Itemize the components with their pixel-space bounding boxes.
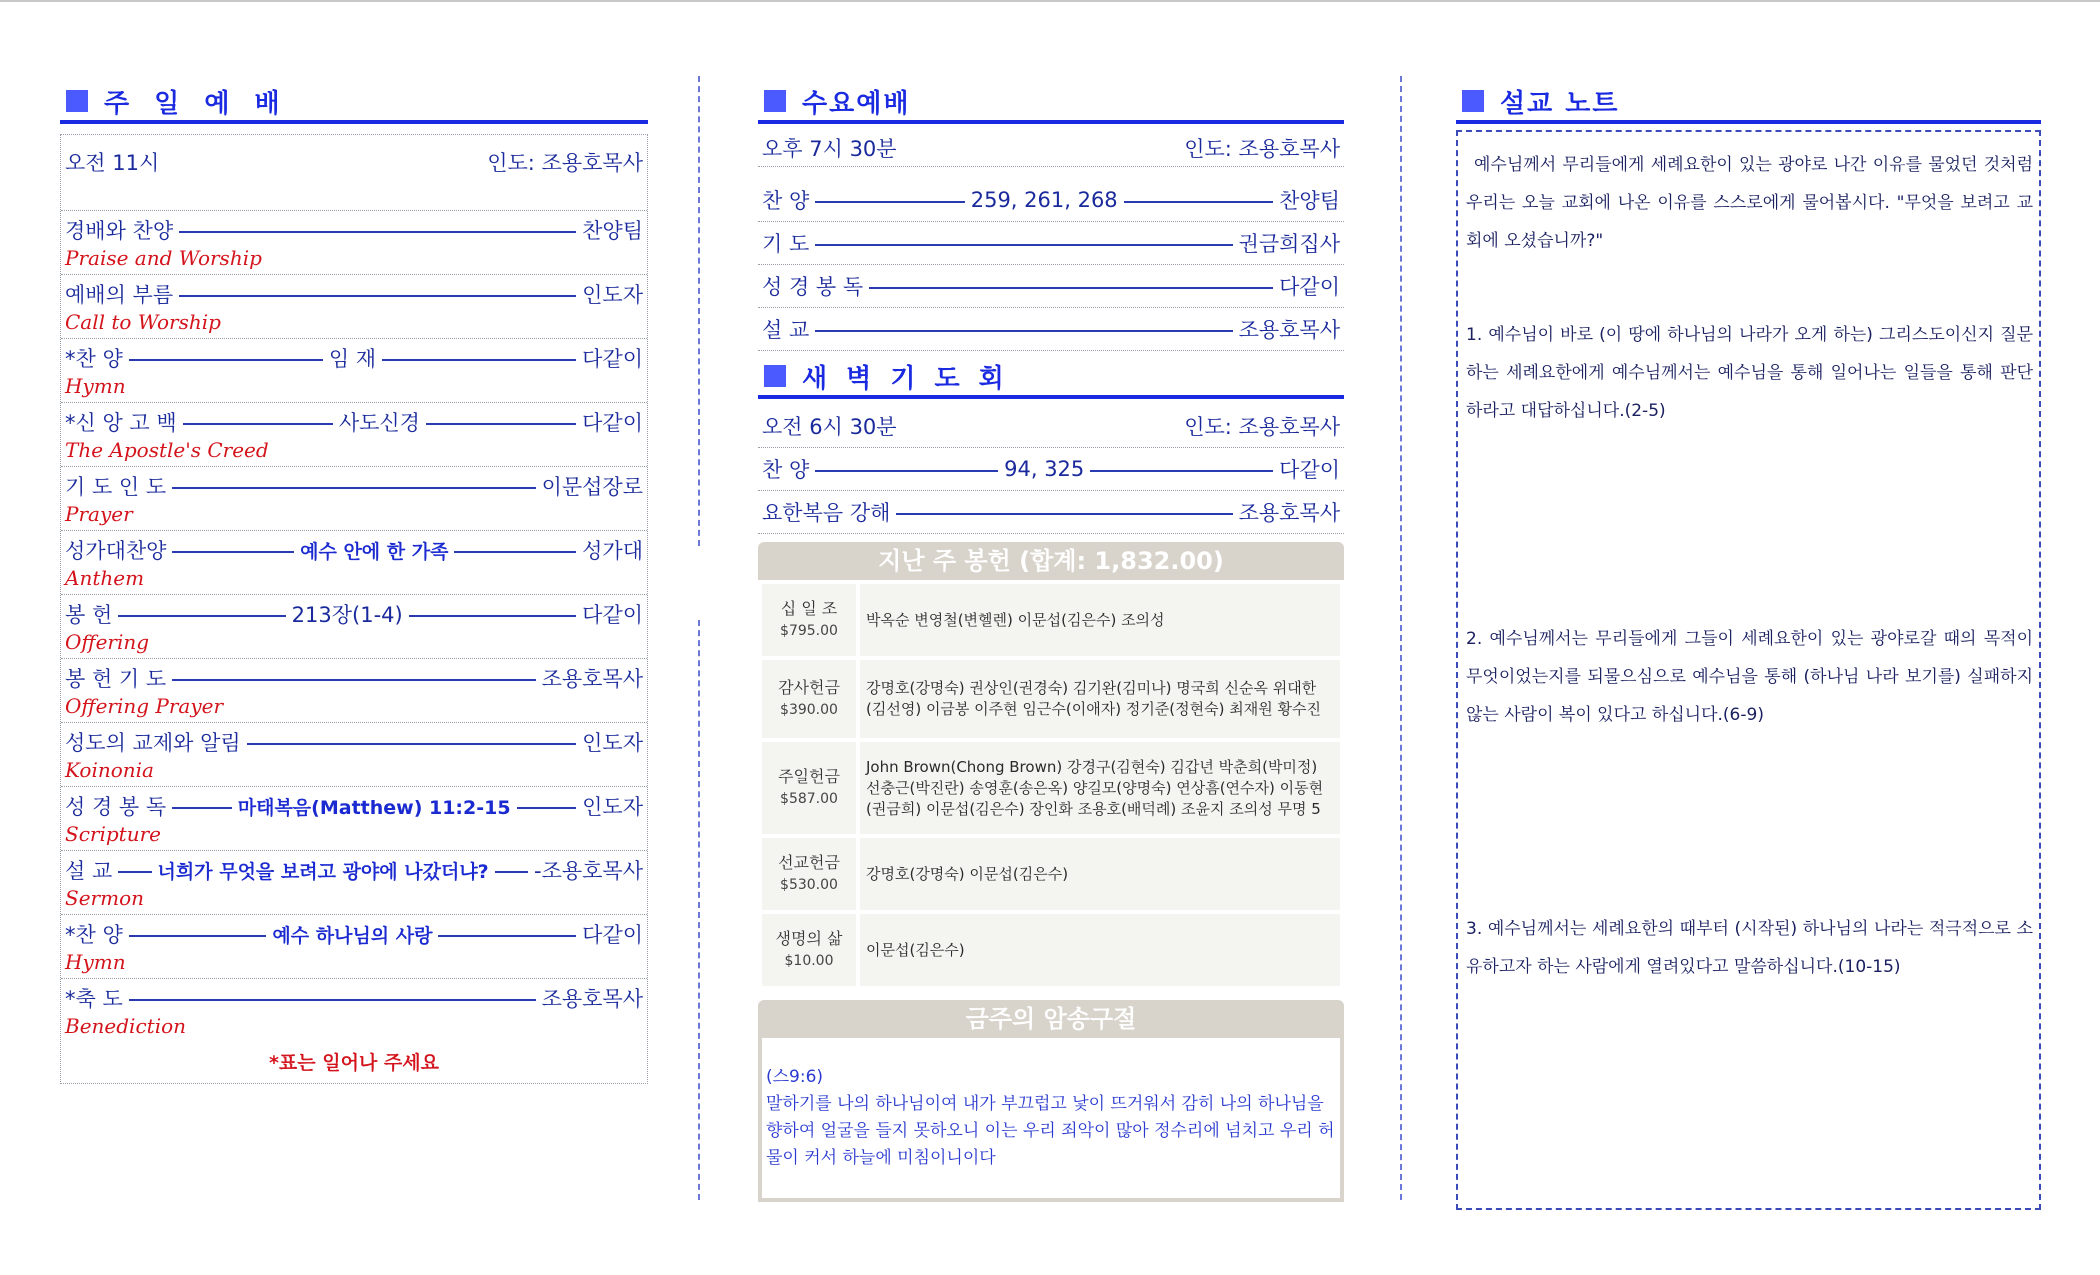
leader-dash-line	[179, 295, 576, 297]
sunday-item-name: 기 도 인 도	[65, 475, 167, 499]
dawn-item-name: 요한복음 강해	[762, 501, 891, 525]
square-bullet-icon	[764, 90, 786, 112]
offering-amount: $530.00	[780, 877, 838, 893]
sunday-item-name: *신 앙 고 백	[65, 411, 177, 435]
sunday-item-detail: 마태복음(Matthew) 11:2-15	[237, 796, 511, 819]
wednesday-item-row	[758, 308, 1344, 351]
dawn-item-row	[758, 448, 1344, 491]
leader-dash-line	[815, 330, 1232, 332]
leader-dash-line	[815, 244, 1232, 246]
wednesday-item-name: 찬 양	[762, 189, 810, 213]
sunday-item-row	[61, 467, 647, 531]
sunday-item-person: -조용호목사	[534, 859, 644, 883]
sunday-item-person: 성가대	[582, 539, 643, 563]
sunday-item-english: Praise and Worship	[65, 246, 262, 270]
sunday-time: 오전 11시	[65, 151, 160, 175]
sunday-item-person: 찬양팀	[582, 219, 643, 243]
wednesday-time-row	[758, 130, 1344, 167]
sunday-item-name: 성가대찬양	[65, 539, 167, 563]
dawn-time: 오전 6시 30분	[762, 415, 897, 439]
offering-section	[758, 542, 1344, 990]
wednesday-item-person: 조용호목사	[1238, 318, 1340, 342]
sunday-item-name: 설 교	[65, 859, 113, 883]
dawn-title: 새 벽 기 도 회	[802, 363, 1009, 394]
offering-row	[762, 660, 1340, 738]
offering-names: 강명호(강명숙) 권상인(권경숙) 김기완(김미나) 명국희 신순옥 위대한(김선영) 이금봉 이주현 임근수(이애자) 정기준(정현숙) 최재원 황수진	[860, 660, 1340, 738]
leader-dash-line	[118, 615, 285, 617]
square-bullet-icon	[764, 365, 786, 387]
dawn-item-name: 찬 양	[762, 458, 810, 482]
sermon-point-1: 1. 예수님이 바로 (이 땅에 하나님의 나라가 오게 하는) 그리스도이신지 질문하는 세례요한에게 예수님께서는 예수님을 통해 일어나는 일들을 통해 판단하라고 대답하십니다.(2-5)	[1466, 325, 2033, 421]
offering-table	[758, 580, 1344, 990]
offering-amount: $390.00	[780, 702, 838, 718]
sunday-item-english: The Apostle's Creed	[65, 438, 269, 462]
offering-category-name: 생명의 삶	[775, 929, 843, 948]
sermon-note-header	[1456, 82, 2041, 124]
leader-dash-line	[129, 999, 536, 1001]
sunday-item-person: 다같이	[582, 603, 644, 627]
sunday-item-row	[61, 979, 647, 1043]
sunday-item-english: Call to Worship	[65, 310, 221, 334]
leader-dash-line	[1090, 470, 1273, 472]
column-divider-1	[698, 76, 700, 546]
offering-category-name: 선교헌금	[778, 853, 840, 872]
sunday-item-detail: 사도신경	[338, 411, 420, 435]
wednesday-item-name: 기 도	[762, 232, 810, 256]
sunday-order	[60, 134, 648, 1084]
offering-row	[762, 914, 1340, 986]
sunday-item-row	[61, 851, 647, 915]
wednesday-item-row	[758, 222, 1344, 265]
sunday-item-row	[61, 659, 647, 723]
memory-ref: (스9:6)	[766, 1067, 824, 1087]
dawn-item-detail: 94, 325	[1004, 457, 1085, 481]
sunday-item-person: 조용호목사	[541, 667, 643, 691]
dawn-order	[758, 405, 1344, 534]
leader-dash-line	[129, 935, 267, 937]
leader-dash-line	[438, 935, 576, 937]
sunday-item-line	[65, 727, 643, 757]
sunday-title: 주 일 예 배	[104, 88, 288, 119]
sermon-note-title: 설교 노트	[1500, 88, 1620, 119]
sunday-item-person: 이문섭장로	[541, 475, 643, 499]
sunday-item-name: *축 도	[65, 987, 123, 1011]
top-border	[0, 0, 2100, 2]
sunday-item-person: 인도자	[582, 283, 643, 307]
offering-amount: $587.00	[780, 791, 838, 807]
dawn-time-row	[758, 405, 1344, 448]
offering-row	[762, 584, 1340, 656]
leader-dash-line	[426, 423, 576, 425]
sunday-item-row	[61, 915, 647, 979]
sunday-item-detail: 예수 하나님의 사랑	[272, 924, 433, 947]
sunday-item-line	[65, 855, 643, 885]
sunday-item-line	[65, 471, 643, 501]
dawn-item-person: 다같이	[1279, 458, 1341, 482]
sunday-item-english: Offering	[65, 630, 150, 654]
offering-category	[762, 584, 856, 656]
memory-text: 말하기를 나의 하나님이여 내가 부끄럽고 낯이 뜨거워서 감히 나의 하나님을 향하여 얼굴을 들지 못하오니 이는 우리 죄악이 많아 정수리에 넘치고 우리 허물이 커서 하늘에 미침이니이다	[766, 1094, 1335, 1168]
sermon-intro: 예수님께서 무리들에게 세례요한이 있는 광야로 나간 이유를 물었던 것처럼 우리는 오늘 교회에 나온 이유를 스스로에게 물어봅시다. "무엇을 보려고 교회에 오셨습니까?"	[1466, 155, 2033, 251]
wednesday-item-name: 설 교	[762, 318, 810, 342]
sunday-item-english: Benediction	[65, 1014, 187, 1038]
dawn-leader: 인도: 조용호목사	[1184, 415, 1340, 439]
wednesday-time: 오후 7시 30분	[762, 137, 897, 161]
sunday-item-row	[61, 787, 647, 851]
dawn-item-person: 조용호목사	[1238, 501, 1340, 525]
sunday-item-english: Hymn	[65, 374, 126, 398]
sunday-item-english: Scripture	[65, 822, 161, 846]
sunday-item-english: Sermon	[65, 886, 144, 910]
sunday-item-line	[65, 343, 643, 373]
wednesday-header	[758, 82, 1344, 124]
sunday-item-line	[65, 919, 643, 949]
memory-title: 금주의 암송구절	[758, 1000, 1344, 1038]
sunday-item-english: Offering Prayer	[65, 694, 224, 718]
column-divider-1b	[698, 620, 700, 1200]
offering-names: 이문섭(김은수)	[860, 914, 1340, 986]
offering-names: 박옥순 변영철(변헬렌) 이문섭(김은수) 조의성	[860, 584, 1340, 656]
sunday-item-line	[65, 663, 643, 693]
offering-category	[762, 660, 856, 738]
sunday-item-detail: 너희가 무엇을 보려고 광야에 나갔더냐?	[157, 860, 489, 883]
sunday-item-name: 봉 헌 기 도	[65, 667, 167, 691]
offering-amount: $10.00	[784, 953, 834, 969]
sunday-item-person: 다같이	[582, 347, 644, 371]
sunday-item-row	[61, 723, 647, 787]
leader-dash-line	[896, 513, 1232, 515]
leader-dash-line	[815, 470, 998, 472]
offering-category-name: 주일헌금	[778, 767, 840, 786]
leader-dash-line	[179, 231, 576, 233]
sunday-item-name: 예배의 부름	[65, 283, 174, 307]
leader-dash-line	[517, 807, 577, 809]
sunday-item-detail: 예수 안에 한 가족	[300, 540, 449, 563]
sunday-item-detail: 213장(1-4)	[291, 603, 403, 627]
wednesday-item-row	[758, 265, 1344, 308]
offering-category	[762, 742, 856, 834]
sunday-worship-column	[60, 82, 648, 1084]
sunday-item-name: 봉 헌	[65, 603, 113, 627]
leader-dash-line	[118, 871, 151, 873]
leader-dash-line	[172, 679, 535, 681]
sunday-item-row	[61, 211, 647, 275]
sunday-item-name: 경배와 찬양	[65, 219, 174, 243]
sunday-item-english: Prayer	[65, 502, 133, 526]
sunday-item-line	[65, 407, 643, 437]
sunday-leader: 인도: 조용호목사	[487, 151, 643, 175]
leader-dash-line	[409, 615, 576, 617]
dawn-item-row	[758, 491, 1344, 534]
sunday-item-person: 조용호목사	[541, 987, 643, 1011]
offering-row	[762, 838, 1340, 910]
sunday-item-person: 다같이	[582, 411, 643, 435]
sunday-item-detail: 임 재	[328, 347, 377, 371]
wednesday-title: 수요예배	[802, 88, 911, 119]
sermon-point-3: 3. 예수님께서는 세례요한의 때부터 (시작된) 하나님의 나라는 적극적으로 소유하고자 하는 사람에게 열려있다고 말씀하십니다.(10-15)	[1466, 919, 2033, 977]
sunday-item-line	[65, 535, 643, 565]
sunday-item-line	[65, 791, 643, 821]
stand-note: *표는 일어나 주세요	[269, 1052, 439, 1074]
wednesday-item-row	[758, 179, 1344, 222]
wednesday-order	[758, 130, 1344, 351]
offering-names: John Brown(Chong Brown) 강경구(김현숙) 김갑년 박춘희(박미정) 선충근(박진란) 송영훈(송은옥) 양길모(양명숙) 연상흠(연수자) 이동현(권금희) 이문섭(김은수) 장인화 조용호(배덕례) 조윤지 조의성 무명 5	[860, 742, 1340, 834]
sunday-item-person: 다같이	[582, 923, 644, 947]
sunday-item-person: 인도자	[582, 795, 643, 819]
sunday-item-line	[65, 215, 643, 245]
wednesday-item-person: 권금희집사	[1238, 232, 1340, 256]
sunday-item-row	[61, 403, 647, 467]
leader-dash-line	[815, 201, 964, 203]
leader-dash-line	[129, 359, 323, 361]
sunday-item-row	[61, 531, 647, 595]
sunday-item-english: Anthem	[65, 566, 145, 590]
offering-amount: $795.00	[780, 623, 838, 639]
sunday-item-line	[65, 983, 643, 1013]
offering-category-name: 십 일 조	[780, 599, 838, 618]
sunday-item-english: Koinonia	[65, 758, 154, 782]
offering-title: 지난 주 봉헌 (합계: 1,832.00)	[758, 542, 1344, 580]
sunday-item-name: 성도의 교제와 알림	[65, 731, 241, 755]
wednesday-item-person: 찬양팀	[1279, 189, 1340, 213]
leader-dash-line	[382, 359, 576, 361]
memory-verse-section	[758, 1000, 1344, 1202]
offering-category-name: 감사헌금	[778, 678, 840, 697]
dawn-header	[758, 357, 1344, 399]
leader-dash-line	[1124, 201, 1273, 203]
offering-category	[762, 838, 856, 910]
leader-dash-line	[172, 551, 294, 553]
sermon-note-box	[1456, 130, 2041, 1210]
sunday-item-name: *찬 양	[65, 923, 123, 947]
sermon-note-column	[1456, 82, 2041, 1210]
leader-dash-line	[247, 743, 577, 745]
weekday-column	[758, 82, 1344, 1202]
sunday-item-line	[65, 599, 643, 629]
sermon-point-2: 2. 예수님께서는 무리들에게 그들이 세례요한이 있는 광야로갈 때의 목적이 무엇이었는지를 되물으심으로 예수님을 통해 (하나님 나라 보기를) 실패하지 않는 사람이 복이 있다고 하십니다.(6-9)	[1466, 629, 2033, 725]
memory-verse	[758, 1038, 1344, 1202]
leader-dash-line	[183, 423, 333, 425]
sunday-item-english: Hymn	[65, 950, 126, 974]
leader-dash-line	[172, 807, 232, 809]
sunday-item-row	[61, 339, 647, 403]
square-bullet-icon	[66, 90, 88, 112]
wednesday-item-person: 다같이	[1279, 275, 1340, 299]
column-divider-2	[1400, 76, 1402, 1200]
leader-dash-line	[495, 871, 528, 873]
offering-row	[762, 742, 1340, 834]
offering-category	[762, 914, 856, 986]
sunday-item-person: 인도자	[582, 731, 643, 755]
sunday-header	[60, 82, 648, 124]
leader-dash-line	[172, 487, 535, 489]
sunday-item-line	[65, 279, 643, 309]
wednesday-item-detail: 259, 261, 268	[970, 188, 1118, 212]
offering-names: 강명호(강명숙) 이문섭(김은수)	[860, 838, 1340, 910]
sunday-time-row	[61, 135, 647, 211]
sunday-item-row	[61, 275, 647, 339]
leader-dash-line	[454, 551, 576, 553]
sunday-item-row	[61, 595, 647, 659]
wednesday-leader: 인도: 조용호목사	[1184, 137, 1340, 161]
square-bullet-icon	[1462, 90, 1484, 112]
wednesday-item-name: 성 경 봉 독	[762, 275, 864, 299]
leader-dash-line	[869, 287, 1273, 289]
sunday-item-name: *찬 양	[65, 347, 123, 371]
sunday-item-name: 성 경 봉 독	[65, 795, 167, 819]
